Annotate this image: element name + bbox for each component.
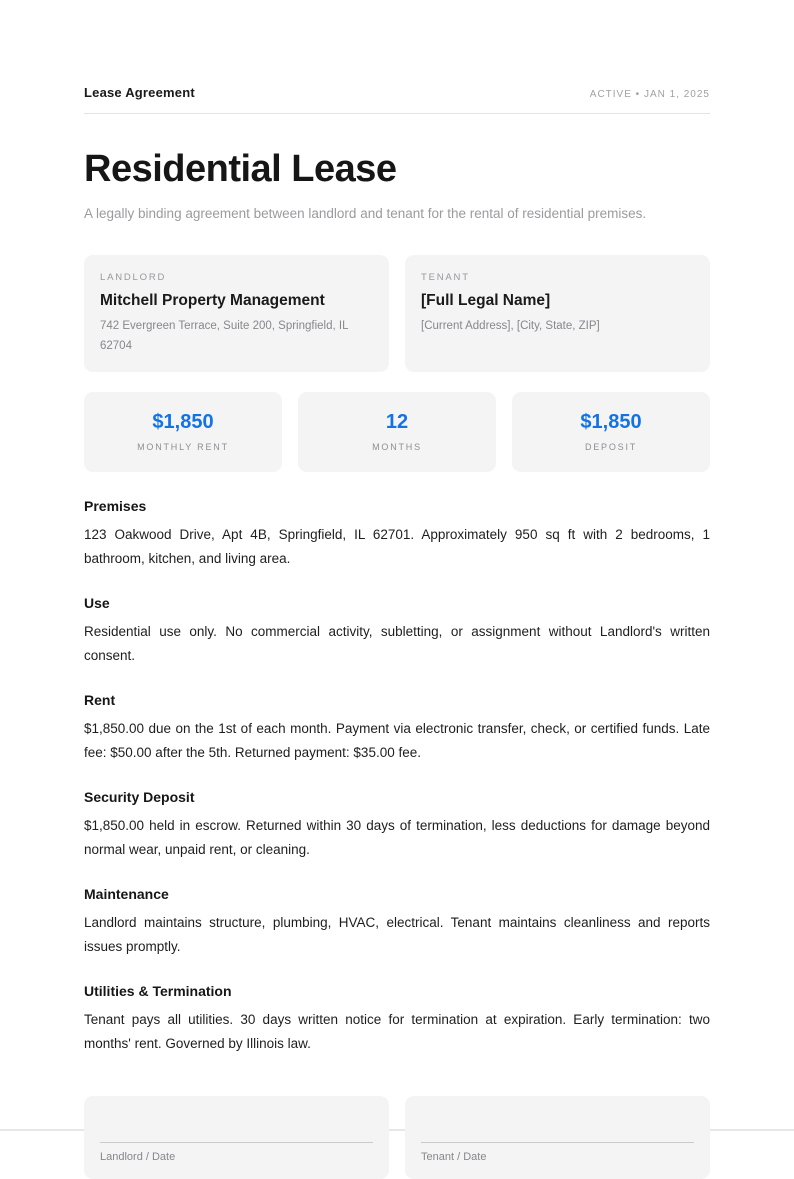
landlord-address: 742 Evergreen Terrace, Suite 200, Springfield, IL 62704 [100, 319, 349, 352]
lease-stats-row [84, 392, 710, 472]
section-use [84, 595, 710, 668]
section-heading: Security Deposit [84, 788, 195, 805]
term-months-label: MONTHS [372, 442, 422, 453]
section-body: Tenant pays all utilities. 30 days written notice for termination at expiration. Early termination: two months' rent. Governed by Illinois law. [84, 1011, 710, 1051]
monthly-rent-value: $1,850 [152, 411, 214, 434]
section-security-deposit [84, 789, 710, 862]
status-badge: ACTIVE • JAN 1, 2025 [589, 89, 710, 100]
tenant-name: [Full Legal Name] [421, 291, 551, 309]
deposit-value: $1,850 [580, 411, 642, 434]
document-header [84, 85, 710, 114]
tenant-card [405, 255, 710, 372]
document-type-label: Lease Agreement [84, 85, 195, 100]
section-heading: Utilities & Termination [84, 982, 232, 999]
tenant-address: [Current Address], [City, State, ZIP] [421, 319, 600, 332]
section-body: 123 Oakwood Drive, Apt 4B, Springfield, IL 62701. Approximately 950 sq ft with 2 bedrooms, 1 bathroom, kitchen, and living area. [84, 526, 710, 566]
tenant-signature-label: Tenant / Date [421, 1150, 487, 1163]
section-utilities-termination [84, 983, 710, 1056]
section-heading: Rent [84, 691, 116, 708]
landlord-card [84, 255, 389, 372]
tenant-label: TENANT [421, 271, 470, 283]
section-heading: Use [84, 594, 110, 611]
stat-card-monthly-rent [84, 392, 282, 472]
signatures-row [84, 1096, 710, 1179]
signature-tenant-card [405, 1096, 710, 1179]
section-heading: Maintenance [84, 885, 169, 902]
term-months-value: 12 [385, 411, 409, 434]
deposit-label: DEPOSIT [584, 442, 638, 453]
section-body: $1,850.00 held in escrow. Returned within 30 days of termination, less deductions for damage beyond normal wear, unpaid rent, or cleaning. [84, 817, 710, 857]
section-body: Landlord maintains structure, plumbing, HVAC, electrical. Tenant maintains cleanliness and reports issues promptly. [84, 914, 710, 954]
monthly-rent-label: MONTHLY RENT [137, 442, 229, 453]
tenant-signature-line [421, 1142, 694, 1143]
section-premises [84, 498, 710, 571]
section-maintenance [84, 886, 710, 959]
landlord-name: Mitchell Property Management [100, 291, 325, 309]
stat-card-deposit [512, 392, 710, 472]
signature-landlord-card [84, 1096, 389, 1179]
section-body: $1,850.00 due on the 1st of each month. Payment via electronic transfer, check, or certified funds. Late fee: $50.00 after the 5th. Returned payment: $35.00 fee. [84, 720, 710, 760]
section-heading: Premises [84, 497, 147, 514]
section-body: Residential use only. No commercial activity, subletting, or assignment without Landlord's written consent. [84, 623, 710, 663]
landlord-signature-line [100, 1142, 373, 1143]
parties-row [84, 255, 710, 372]
section-rent [84, 692, 710, 765]
stat-card-term-months [298, 392, 496, 472]
landlord-label: LANDLORD [100, 271, 167, 283]
landlord-signature-label: Landlord / Date [100, 1150, 176, 1163]
page-subtitle: A legally binding agreement between landlord and tenant for the rental of residential premises. [84, 206, 647, 221]
lease-sections [84, 498, 710, 1056]
page-title: Residential Lease [84, 148, 397, 190]
